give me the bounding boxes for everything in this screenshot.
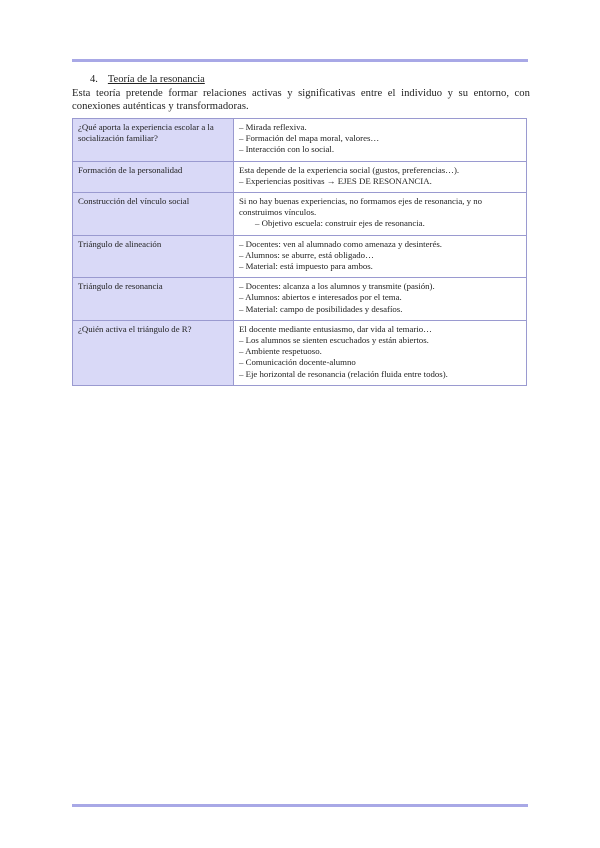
row-content [234,235,527,278]
row-label: ¿Qué aporta la experiencia escolar a la socialización familiar? [73,119,234,162]
row-label: Formación de la personalidad [73,161,234,192]
row-label: Triángulo de resonancia [73,278,234,321]
content-line: – Experiencias positivas → EJES DE RESONANCIA. [239,175,432,186]
row-content [234,161,527,192]
content-line: – Eje horizontal de resonancia (relación fluida entre todos). [239,368,448,379]
content-line: – Ambiente respetuoso. [239,346,322,357]
section-number: 4. [90,74,98,85]
intro-paragraph: Esta teoría pretende formar relaciones activas y significativas entre el individuo y su entorno, con conexiones auténticas y transformadoras. [72,88,530,112]
table-row [73,235,527,278]
content-line: – Alumnos: se aburre, está obligado… [239,249,374,260]
content-line: El docente mediante entusiasmo, dar vida al temario… [239,323,432,334]
content-line: Si no hay buenas experiencias, no formamos ejes de resonancia, y no construimos vínculos. [239,196,483,218]
row-label: Triángulo de alineación [73,235,234,278]
content-line: – Material: está impuesto para ambos. [239,261,373,272]
content-line: – Mirada reflexiva. [239,122,307,132]
content-line: – Material: campo de posibilidades y desafíos. [239,303,403,314]
section-title: Teoría de la resonancia [107,74,205,85]
table-row [73,119,527,162]
content-line: – Alumnos: abiertos e interesados por el tema. [239,292,402,303]
content-line: Esta depende de la experiencia social (gustos, preferencias…). [239,164,460,175]
row-content [234,320,527,385]
resonance-table [72,118,527,386]
top-divider [72,59,528,62]
table-row [73,161,527,192]
content-line: – Objetivo escuela: construir ejes de resonancia. [255,218,425,229]
row-content [234,278,527,321]
row-label: ¿Quién activa el triángulo de R? [73,320,234,385]
content-line: – Los alumnos se sienten escuchados y están abiertos. [239,335,429,346]
table-row [73,278,527,321]
content-line: – Comunicación docente-alumno [239,357,356,368]
row-label: Construcción del vínculo social [73,193,234,236]
content-line: – Formación del mapa moral, valores… [239,133,380,144]
content-line: – Interacción con lo social. [239,144,335,155]
row-content [234,119,527,162]
table-row [73,193,527,236]
table-row [73,320,527,385]
row-content [234,193,527,236]
content-line: – Docentes: ven al alumnado como amenaza y desinterés. [239,238,442,249]
content-line: – Docentes: alcanza a los alumnos y transmite (pasión). [239,281,435,292]
section-heading [90,73,205,86]
bottom-divider [72,804,528,807]
